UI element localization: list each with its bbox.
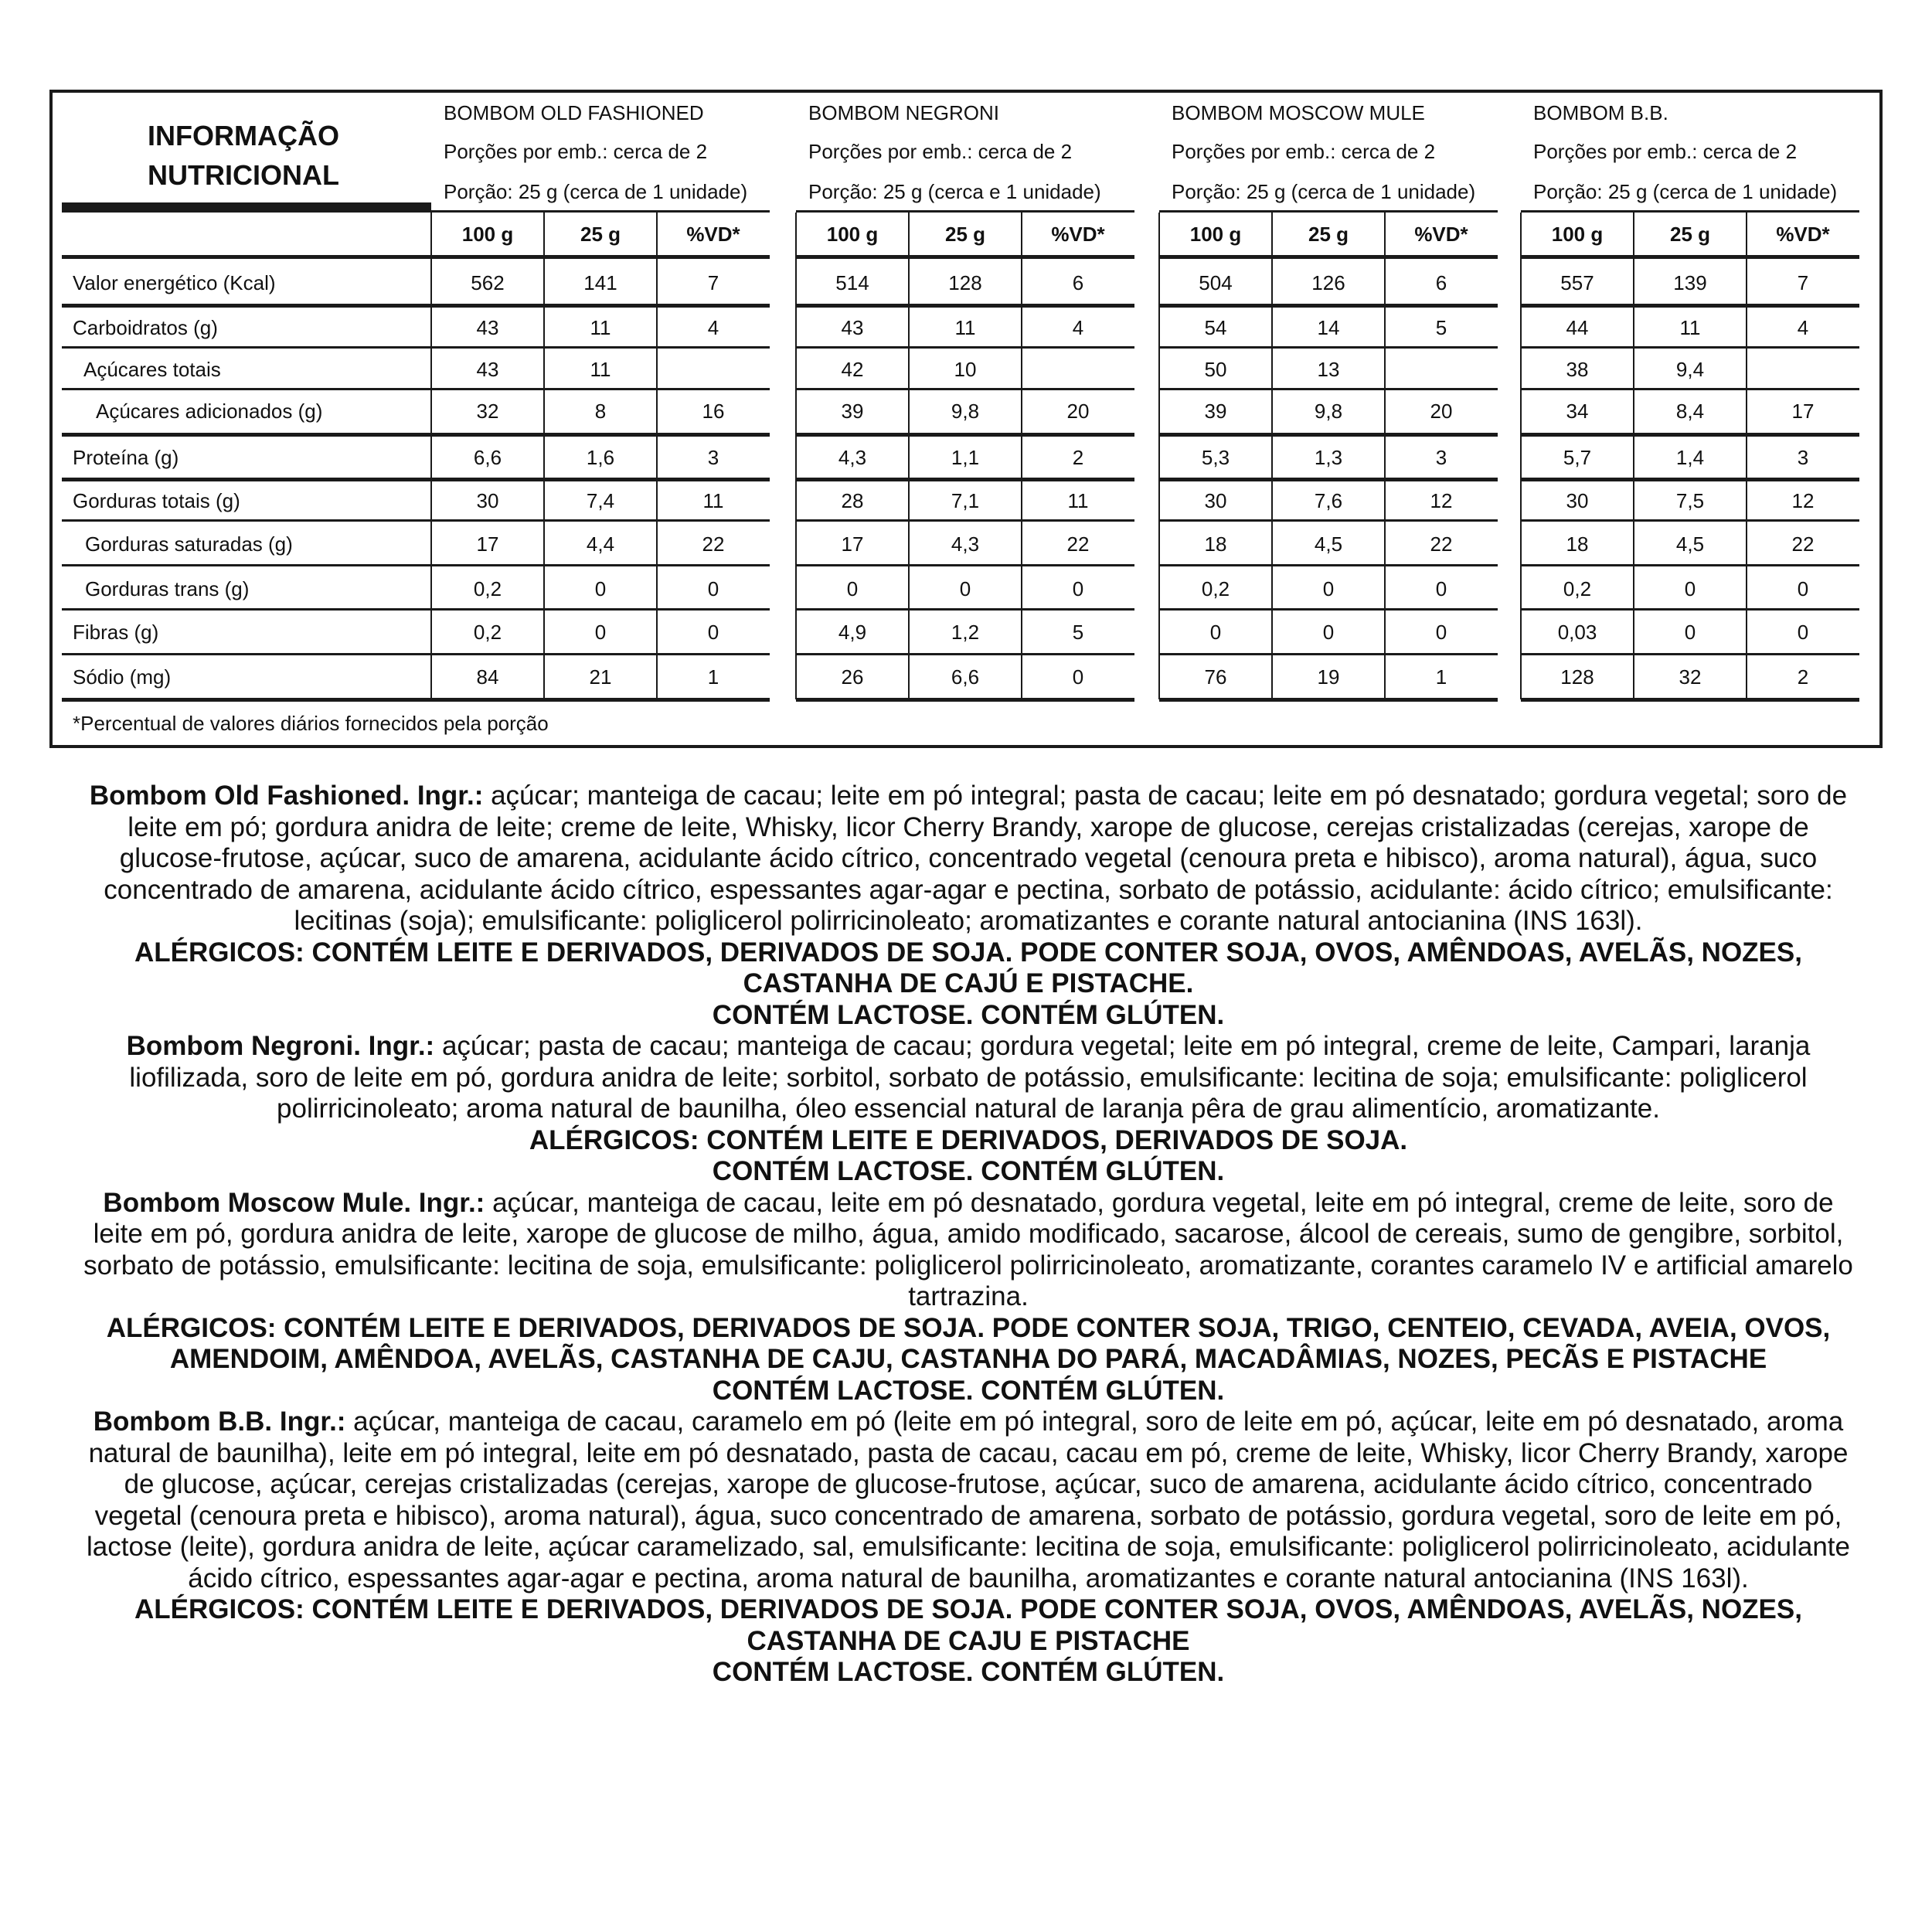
- allergen-warning: ALÉRGICOS: CONTÉM LEITE E DERIVADOS, DERIVADOS DE SOJA. PODE CONTER SOJA, OVOS, AMÊNDOAS, AVELÃS, NOZES, CASTANHA DE CAJÚ E PISTACHE.: [134, 937, 1802, 998]
- value-cell: 0: [1072, 665, 1084, 689]
- row-rule: [62, 698, 431, 702]
- value-cell: 7,4: [586, 489, 615, 512]
- product-servings: Porções por emb.: cerca de 2: [1533, 140, 1798, 163]
- title-line-2: NUTRICIONAL: [148, 159, 339, 191]
- value-cell: 0,2: [473, 621, 502, 644]
- row-rule: [431, 653, 770, 655]
- value-cell: 0: [1435, 577, 1447, 600]
- allergen-warning: CONTÉM LACTOSE. CONTÉM GLÚTEN.: [712, 1156, 1225, 1186]
- value-cell: 8: [594, 400, 607, 423]
- value-cell: 0: [846, 577, 859, 600]
- row-rule: [62, 653, 431, 655]
- ingredient-list: açúcar; manteiga de cacau; leite em pó integral; pasta de cacau; leite em pó desnatado; gordura vegetal; soro de leite em pó; gordura anidra de leite; creme de leite, Whisky, licor Cherry Brandy, xarope de glucose, cerejas cristalizadas (cerejas, xarope de glucose-frutose, açúcar, suco de amarena, acidulante ácido cítrico, concentrado vegetal (cenoura preta e hibisco), aroma natural), água, suco concentrado de amarena, acidulante ácido cítrico, espessantes agar-agar e pectina, sorbato de potássio, acidulante: ácido cítrico; emulsificante: lecitinas (soja); emulsificante: poliglicerol polirricinoleato; aromatizantes e corante natural antocianina (INS 163l).: [104, 781, 1848, 936]
- value-cell: 12: [1430, 489, 1453, 512]
- value-cell: 0: [1797, 577, 1809, 600]
- row-rule: [1521, 564, 1859, 566]
- row-rule: [1159, 433, 1498, 437]
- value-cell: 17: [841, 532, 864, 556]
- value-cell: 17: [1791, 400, 1815, 423]
- product-portion: Porção: 25 g (cerca de 1 unidade): [444, 180, 748, 203]
- ingredient-paragraph: [83, 1031, 1853, 1125]
- product-servings: Porções por emb.: cerca de 2: [808, 140, 1073, 163]
- product-portion: Porção: 25 g (cerca de 1 unidade): [1172, 180, 1476, 203]
- product-portion: Porção: 25 g (cerca de 1 unidade): [1533, 180, 1838, 203]
- row-rule: [1159, 564, 1498, 566]
- value-cell: 4,5: [1675, 532, 1705, 556]
- allergen-warning: CONTÉM LACTOSE. CONTÉM GLÚTEN.: [712, 1375, 1225, 1406]
- value-cell: 14: [1317, 316, 1340, 339]
- product-ingredient-name: Bombom Old Fashioned.: [89, 781, 417, 811]
- column-header-rule: [1159, 255, 1498, 259]
- row-rule: [1521, 519, 1859, 522]
- value-cell: 6,6: [473, 446, 502, 469]
- value-cell: 3: [1435, 446, 1447, 469]
- value-cell: 0: [959, 577, 971, 600]
- product-header-rule: [1521, 210, 1859, 213]
- row-rule: [1521, 433, 1859, 437]
- product-header-rule: [796, 210, 1134, 213]
- column-header: 100 g: [1189, 223, 1242, 246]
- row-rule: [1159, 478, 1498, 481]
- value-cell: 1,2: [951, 621, 980, 644]
- ingredient-list: açúcar; pasta de cacau; manteiga de cacau; gordura vegetal; leite em pó integral, creme de leite, Campari, laranja liofilizada, soro de leite em pó, gordura anidra de leite; sorbitol, sorbato de potássio, emulsificante: lecitina de soja; emulsificante: poliglicerol polirricinoleato; aroma natural de baunilha, óleo essencial natural de laranja pêra de grau alimentício, aromatizante.: [129, 1031, 1811, 1124]
- row-rule: [62, 388, 431, 390]
- row-rule: [1521, 304, 1859, 308]
- value-cell: 32: [1679, 665, 1702, 689]
- ingr-label: Ingr.:: [418, 1187, 493, 1218]
- value-cell: 0,2: [1201, 577, 1230, 600]
- row-label: Proteína (g): [73, 446, 179, 469]
- value-cell: 2: [1072, 446, 1084, 469]
- label-top-rule: [62, 210, 431, 213]
- value-cell: 6: [1435, 271, 1447, 294]
- value-cell: 4,3: [951, 532, 980, 556]
- row-label: Açúcares adicionados (g): [96, 400, 323, 423]
- ingredient-paragraph: [83, 781, 1853, 937]
- column-header-rule: [796, 255, 1134, 259]
- column-header: 25 g: [580, 223, 621, 246]
- value-cell: 9,4: [1675, 358, 1705, 381]
- row-rule: [1521, 653, 1859, 655]
- footnote: *Percentual de valores diários fornecidos pela porção: [73, 712, 549, 735]
- product-servings: Porções por emb.: cerca de 2: [1172, 140, 1436, 163]
- table-title: [62, 116, 425, 195]
- row-rule: [1159, 698, 1498, 702]
- value-cell: 11: [1679, 316, 1701, 339]
- value-cell: 0: [1435, 621, 1447, 644]
- value-cell: 10: [954, 358, 977, 381]
- row-rule: [796, 653, 1134, 655]
- row-rule: [1521, 608, 1859, 611]
- value-cell: 5,3: [1201, 446, 1230, 469]
- row-rule: [1521, 698, 1859, 702]
- row-rule: [796, 608, 1134, 611]
- value-cell: 4: [1797, 316, 1809, 339]
- row-label: Gorduras saturadas (g): [85, 532, 293, 556]
- value-cell: 22: [1430, 532, 1453, 556]
- value-cell: 4: [1072, 316, 1084, 339]
- row-rule: [796, 433, 1134, 437]
- value-cell: 54: [1204, 316, 1227, 339]
- value-cell: 22: [1066, 532, 1090, 556]
- row-rule: [62, 608, 431, 611]
- value-cell: 126: [1311, 271, 1345, 294]
- value-cell: 514: [835, 271, 869, 294]
- value-cell: 139: [1673, 271, 1707, 294]
- column-header-rule: [1521, 255, 1859, 259]
- row-rule: [1521, 346, 1859, 349]
- column-header: 100 g: [1551, 223, 1604, 246]
- row-rule: [62, 564, 431, 566]
- row-rule: [431, 478, 770, 481]
- value-cell: 30: [1566, 489, 1589, 512]
- value-cell: 7: [1797, 271, 1809, 294]
- value-cell: 38: [1566, 358, 1589, 381]
- value-cell: 0: [707, 577, 719, 600]
- value-cell: 20: [1066, 400, 1090, 423]
- value-cell: 7: [707, 271, 719, 294]
- row-rule: [796, 478, 1134, 481]
- row-rule: [431, 388, 770, 390]
- row-rule: [1521, 478, 1859, 481]
- product-name: BOMBOM NEGRONI: [808, 101, 1000, 124]
- row-rule: [62, 433, 431, 437]
- row-label: Carboidratos (g): [73, 316, 218, 339]
- row-label: Valor energético (Kcal): [73, 271, 276, 294]
- value-cell: 21: [589, 665, 612, 689]
- value-cell: 0: [1797, 621, 1809, 644]
- row-rule: [431, 433, 770, 437]
- product-servings: Porções por emb.: cerca de 2: [444, 140, 708, 163]
- label-header-rule: [62, 255, 431, 259]
- ingredient-paragraph: [83, 1188, 1853, 1313]
- row-rule: [796, 388, 1134, 390]
- product-name: BOMBOM OLD FASHIONED: [444, 101, 704, 124]
- allergen-warning: CONTÉM LACTOSE. CONTÉM GLÚTEN.: [712, 1657, 1225, 1687]
- value-cell: 6: [1072, 271, 1084, 294]
- allergen-warning: ALÉRGICOS: CONTÉM LEITE E DERIVADOS, DERIVADOS DE SOJA.: [529, 1124, 1408, 1155]
- allergen-warning: CONTÉM LACTOSE. CONTÉM GLÚTEN.: [712, 999, 1225, 1030]
- product-ingredient-name: Bombom Negroni.: [126, 1031, 369, 1061]
- value-cell: 6,6: [951, 665, 980, 689]
- value-cell: 4,4: [586, 532, 615, 556]
- value-cell: 19: [1317, 665, 1340, 689]
- ingredient-list: açúcar, manteiga de cacau, leite em pó desnatado, gordura vegetal, leite em pó integral, creme de leite, soro de leite em pó, gordura anidra de leite, xarope de glucose de milho, água, amido modificado, sacarose, álcool de cereais, sumo de gengibre, sorbitol, sorbato de potássio, emulsificante: lecitina de soja, emulsificante: poliglicerol polirricinoleato, aromatizante, corantes caramelo IV e artificial amarelo tartrazina.: [83, 1187, 1853, 1311]
- row-rule: [1159, 388, 1498, 390]
- value-cell: 8,4: [1675, 400, 1705, 423]
- value-cell: 128: [948, 271, 982, 294]
- value-cell: 562: [471, 271, 505, 294]
- ingredient-paragraph: [83, 1406, 1853, 1594]
- column-header: %VD*: [686, 223, 740, 246]
- value-cell: 43: [476, 358, 499, 381]
- value-cell: 1,1: [951, 446, 980, 469]
- value-cell: 18: [1566, 532, 1589, 556]
- value-cell: 7,5: [1675, 489, 1705, 512]
- value-cell: 0: [1072, 577, 1084, 600]
- value-cell: 5,7: [1563, 446, 1592, 469]
- value-cell: 4,9: [838, 621, 867, 644]
- value-cell: 0: [707, 621, 719, 644]
- value-cell: 1,3: [1314, 446, 1343, 469]
- row-rule: [1159, 519, 1498, 522]
- value-cell: 43: [841, 316, 864, 339]
- row-rule: [796, 564, 1134, 566]
- value-cell: 32: [476, 400, 499, 423]
- ingr-label: Ingr.:: [417, 781, 492, 811]
- row-rule: [62, 519, 431, 522]
- value-cell: 28: [841, 489, 864, 512]
- row-rule: [1159, 608, 1498, 611]
- column-header: 100 g: [826, 223, 879, 246]
- value-cell: 26: [841, 665, 864, 689]
- ingr-label: Ingr.:: [279, 1406, 354, 1437]
- row-label: Açúcares totais: [83, 358, 221, 381]
- product-portion: Porção: 25 g (cerca e 1 unidade): [808, 180, 1101, 203]
- column-header: 100 g: [461, 223, 514, 246]
- product-ingredient-name: Bombom Moscow Mule.: [103, 1187, 419, 1218]
- value-cell: 39: [1204, 400, 1227, 423]
- row-label: Gorduras totais (g): [73, 489, 240, 512]
- value-cell: 9,8: [1314, 400, 1343, 423]
- value-cell: 1: [707, 665, 719, 689]
- row-label: Fibras (g): [73, 621, 159, 644]
- value-cell: 0: [1209, 621, 1222, 644]
- value-cell: 5: [1435, 316, 1447, 339]
- ingr-label: Ingr.:: [368, 1031, 442, 1061]
- row-rule: [431, 608, 770, 611]
- row-rule: [62, 346, 431, 349]
- row-rule: [1159, 653, 1498, 655]
- allergen-warning: ALÉRGICOS: CONTÉM LEITE E DERIVADOS, DERIVADOS DE SOJA. PODE CONTER SOJA, TRIGO, CENTEIO, CEVADA, AVEIA, OVOS, AMENDOIM, AMÊNDOA, AVELÃS, CASTANHA DE CAJU, CASTANHA DO PARÁ, MACADÂMIAS, NOZES, PECÃS E PISTACHE: [106, 1312, 1831, 1374]
- product-ingredient-name: Bombom B.B.: [93, 1406, 280, 1437]
- row-rule: [431, 304, 770, 308]
- value-cell: 22: [1791, 532, 1815, 556]
- product-name: BOMBOM B.B.: [1533, 101, 1668, 124]
- column-header: 25 g: [944, 223, 986, 246]
- value-cell: 20: [1430, 400, 1453, 423]
- product-header-rule: [1159, 210, 1498, 213]
- value-cell: 11: [590, 358, 611, 381]
- value-cell: 4: [707, 316, 719, 339]
- value-cell: 0,2: [1563, 577, 1592, 600]
- value-cell: 11: [954, 316, 976, 339]
- column-header: %VD*: [1051, 223, 1105, 246]
- title-rule: [62, 202, 431, 210]
- value-cell: 4,5: [1314, 532, 1343, 556]
- row-rule: [1159, 304, 1498, 308]
- value-cell: 42: [841, 358, 864, 381]
- value-cell: 141: [583, 271, 617, 294]
- value-cell: 16: [702, 400, 725, 423]
- row-label: Gorduras trans (g): [85, 577, 250, 600]
- value-cell: 11: [590, 316, 611, 339]
- ingredient-list: açúcar, manteiga de cacau, caramelo em pó (leite em pó integral, soro de leite em pó, açúcar, leite em pó desnatado, aroma natural de baunilha), leite em pó integral, leite em pó desnatado, pasta de cacau, cacau em pó, creme de leite, Whisky, licor Cherry Brandy, xarope de glucose, açúcar, cerejas cristalizadas (cerejas, xarope de glucose-frutose, açúcar, suco de amarena, acidulante ácido cítrico, concentrado vegetal (cenoura preta e hibisco), aroma natural), água, suco concentrado de amarena, sorbato de potássio, gordura vegetal, soro de leite em pó, lactose (leite), gordura anidra de leite, açúcar caramelizado, sal, emulsificante: lecitina de soja, emulsificante: poliglicerol polirricinoleato, acidulante ácido cítrico, espessantes agar-agar e pectina, aroma natural de baunilha, aromatizantes e corante natural antocianina (INS 163l).: [86, 1406, 1850, 1594]
- value-cell: 43: [476, 316, 499, 339]
- column-header: %VD*: [1414, 223, 1468, 246]
- value-cell: 30: [476, 489, 499, 512]
- column-header-rule: [431, 255, 770, 259]
- product-name: BOMBOM MOSCOW MULE: [1172, 101, 1425, 124]
- row-rule: [62, 304, 431, 308]
- row-rule: [796, 698, 1134, 702]
- value-cell: 12: [1791, 489, 1815, 512]
- row-rule: [1159, 346, 1498, 349]
- row-rule: [796, 346, 1134, 349]
- row-rule: [431, 564, 770, 566]
- value-cell: 50: [1204, 358, 1227, 381]
- value-cell: 0: [1684, 577, 1696, 600]
- allergen-warning: ALÉRGICOS: CONTÉM LEITE E DERIVADOS, DERIVADOS DE SOJA. PODE CONTER SOJA, OVOS, AMÊNDOAS, AVELÃS, NOZES, CASTANHA DE CAJU E PISTACHE: [134, 1594, 1802, 1656]
- value-cell: 76: [1204, 665, 1227, 689]
- value-cell: 34: [1566, 400, 1589, 423]
- value-cell: 0: [1684, 621, 1696, 644]
- value-cell: 4,3: [838, 446, 867, 469]
- value-cell: 17: [476, 532, 499, 556]
- value-cell: 7,1: [951, 489, 980, 512]
- column-header: 25 g: [1308, 223, 1349, 246]
- value-cell: 30: [1204, 489, 1227, 512]
- value-cell: 22: [702, 532, 725, 556]
- value-cell: 2: [1797, 665, 1809, 689]
- value-cell: 0: [1322, 577, 1335, 600]
- value-cell: 1: [1435, 665, 1447, 689]
- value-cell: 0,2: [473, 577, 502, 600]
- value-cell: 84: [476, 665, 499, 689]
- value-cell: 13: [1317, 358, 1340, 381]
- value-cell: 0: [594, 621, 607, 644]
- row-rule: [62, 478, 431, 481]
- ingredients-section: [83, 781, 1853, 1689]
- product-header-rule: [431, 210, 770, 213]
- row-rule: [796, 519, 1134, 522]
- column-header: %VD*: [1776, 223, 1830, 246]
- row-label: Sódio (mg): [73, 665, 172, 689]
- value-cell: 128: [1560, 665, 1594, 689]
- value-cell: 504: [1199, 271, 1233, 294]
- value-cell: 39: [841, 400, 864, 423]
- value-cell: 11: [702, 489, 724, 512]
- value-cell: 3: [1797, 446, 1809, 469]
- value-cell: 0: [594, 577, 607, 600]
- value-cell: 3: [707, 446, 719, 469]
- row-rule: [431, 698, 770, 702]
- value-cell: 7,6: [1314, 489, 1343, 512]
- value-cell: 5: [1072, 621, 1084, 644]
- value-cell: 1,6: [586, 446, 615, 469]
- column-header: 25 g: [1669, 223, 1711, 246]
- value-cell: 0,03: [1557, 621, 1597, 644]
- row-rule: [431, 519, 770, 522]
- value-cell: 557: [1560, 271, 1594, 294]
- value-cell: 11: [1067, 489, 1089, 512]
- value-cell: 1,4: [1675, 446, 1705, 469]
- value-cell: 44: [1566, 316, 1589, 339]
- value-cell: 9,8: [951, 400, 980, 423]
- value-cell: 0: [1322, 621, 1335, 644]
- title-line-1: INFORMAÇÃO: [148, 120, 339, 151]
- row-rule: [796, 304, 1134, 308]
- row-rule: [1521, 388, 1859, 390]
- value-cell: 18: [1204, 532, 1227, 556]
- row-rule: [431, 346, 770, 349]
